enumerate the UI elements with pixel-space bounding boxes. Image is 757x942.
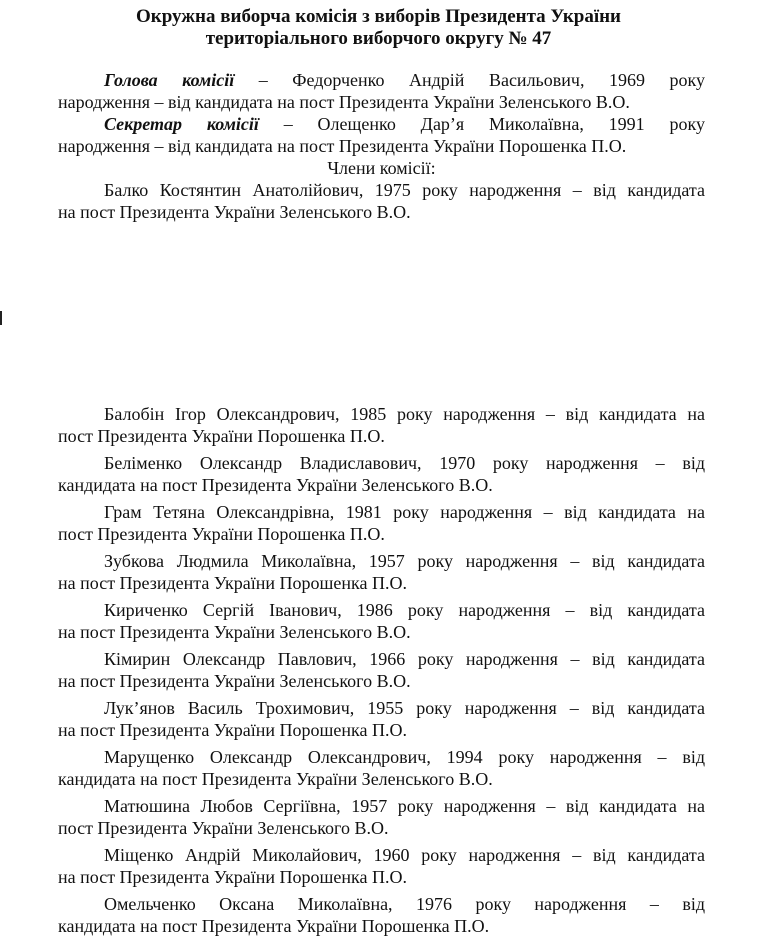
member-entry [58,697,705,741]
member-entry [58,550,705,594]
commission-leadership [58,69,705,223]
chair-role: Голова комісії [104,70,235,90]
member-line-1: Кириченко Сергій Іванович, 1986 року народження – від кандидата [104,600,705,620]
member-line-2: пост Президента України Зеленського В.О. [58,818,389,838]
member-line-1: Кімирин Олександр Павлович, 1966 року народження – від кандидата [104,649,705,669]
secretary-text: – Олещенко Дар’я Миколаївна, 1991 року [258,114,706,134]
member-entry [58,893,705,937]
member-entry [58,452,705,496]
secretary-line-1 [58,113,705,135]
document-title [0,6,757,50]
member-line-1: Балко Костянтин Анатолійович, 1975 року народження – від кандидата [104,180,705,200]
member-line-2: на пост Президента України Зеленського В.О. [58,622,411,642]
member-line-1: Міщенко Андрій Миколайович, 1960 року народження – від кандидата [104,845,705,865]
member-line-1: Зубкова Людмила Миколаївна, 1957 року народження – від кандидата [104,551,705,571]
chair-text: – Федорченко Андрій Васильович, 1969 року [234,70,705,90]
member-line-2: кандидата на пост Президента України Зеленського В.О. [58,475,493,495]
member-line-2: кандидата на пост Президента України Порошенка П.О. [58,916,490,936]
member-line-1: Грам Тетяна Олександрівна, 1981 року народження – від кандидата на [104,502,705,522]
member-line-2: на пост Президента України Порошенка П.О. [58,720,407,740]
member-entry [58,746,705,790]
member-line-1: Беліменко Олександр Владиславович, 1970 року народження – від [104,453,705,473]
member-entry [58,648,705,692]
secretary-role: Секретар комісії [104,114,259,134]
member-entry [58,501,705,545]
member-line-1: Омельченко Оксана Миколаївна, 1976 року народження – від [104,894,705,914]
member-line-2: на пост Президента України Порошенка П.О. [58,867,407,887]
member-line-2: пост Президента України Порошенка П.О. [58,426,385,446]
chair-line-2: народження – від кандидата на пост Президента України Зеленського В.О. [58,92,630,112]
title-line: територіального виборчого округу № 47 [205,28,552,49]
member-line-1: Марущенко Олександр Олександрович, 1994 року народження – від [104,747,705,767]
member-line-1: Лук’янов Василь Трохимович, 1955 року народження – від кандидата [104,698,705,718]
member-line-2: пост Президента України Порошенка П.О. [58,524,385,544]
chair-line-1 [58,69,705,91]
page-edge-mark [0,311,2,325]
member-entry [58,795,705,839]
member-line-2: кандидата на пост Президента України Зеленського В.О. [58,769,493,789]
member-line-2: на пост Президента України Порошенка П.О. [58,573,407,593]
member-line-1: Балобін Ігор Олександрович, 1985 року народження – від кандидата на [104,404,705,424]
member-entry [58,844,705,888]
member-line-1: Матюшина Любов Сергіївна, 1957 року народження – від кандидата на [104,796,705,816]
secretary-line-2: народження – від кандидата на пост Президента України Порошенка П.О. [58,136,627,156]
title-line: Окружна виборча комісія з виборів Президента України [135,6,622,27]
members-list [58,403,705,942]
member-entry [58,403,705,447]
member-line-2: на пост Президента України Зеленського В.О. [58,671,411,691]
members-heading: Члени комісії: [327,158,436,178]
member-entry [58,599,705,643]
member-line-2: на пост Президента України Зеленського В.О. [58,202,411,222]
